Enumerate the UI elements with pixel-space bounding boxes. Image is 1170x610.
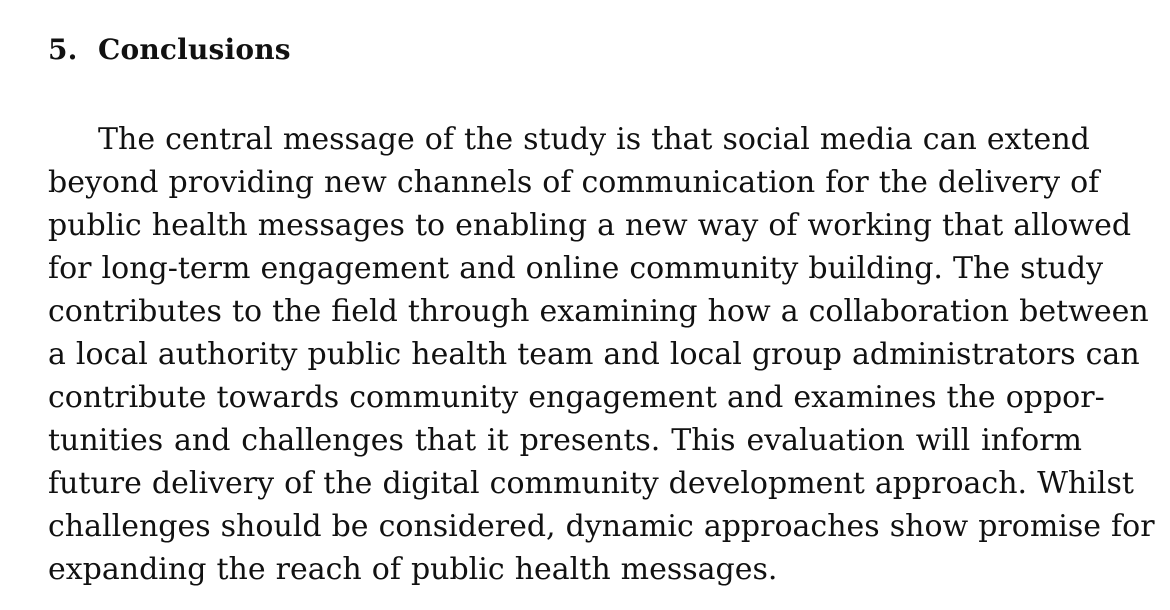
section-heading [48, 30, 1082, 70]
paragraph-line: The central message of the study is that social media can extend [98, 122, 1090, 157]
paragraph-line: expanding the reach of public health messages. [48, 552, 778, 587]
conclusion-paragraph [48, 118, 1155, 591]
section-title: Conclusions [98, 33, 291, 66]
paragraph-line: public health messages to enabling a new way of working that allowed [48, 208, 1132, 243]
paragraph-line: challenges should be considered, dynamic approaches show promise for [48, 509, 1155, 544]
paragraph-line: tunities and challenges that it presents. This evaluation will inform [48, 423, 1082, 458]
paragraph-line: contributes to the field through examining how a collaboration between [48, 294, 1149, 329]
paragraph-line: a local authority public health team and local group administrators can [48, 337, 1140, 372]
paragraph-line: contribute towards community engagement and examines the oppor- [48, 380, 1105, 415]
paragraph-line: future delivery of the digital community development approach. Whilst [48, 466, 1134, 501]
paragraph-line: beyond providing new channels of communication for the delivery of [48, 165, 1100, 200]
section-number: 5. [48, 33, 78, 66]
paragraph-line: for long-term engagement and online community building. The study [48, 251, 1104, 286]
